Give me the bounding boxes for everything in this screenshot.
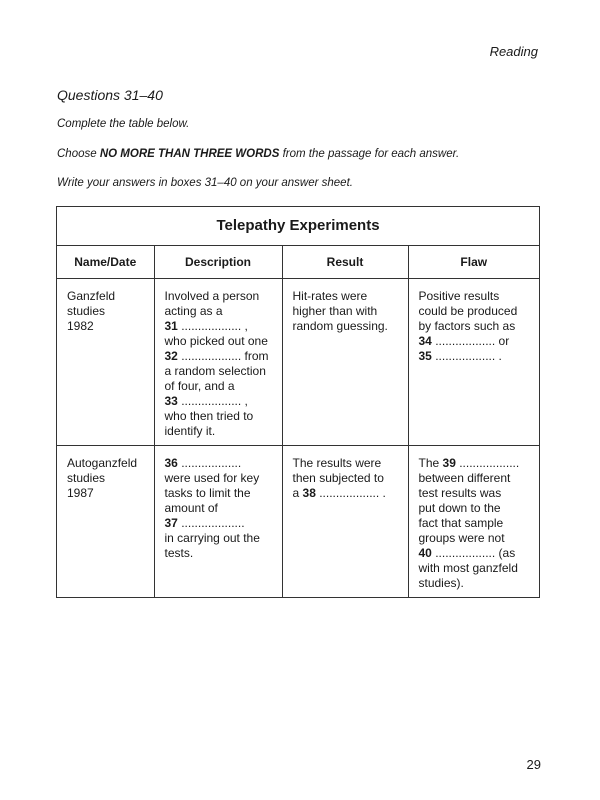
cell-flaw	[408, 446, 539, 598]
cell-line: of four, and a	[164, 379, 235, 393]
cell-line: between different	[418, 471, 511, 485]
question-number-40: 40	[418, 546, 432, 560]
answer-gap-36	[165, 456, 274, 471]
answer-gap-34	[419, 334, 532, 349]
answer-gap-33	[165, 394, 274, 409]
question-number-36: 36	[164, 456, 178, 470]
question-number-35: 35	[418, 349, 432, 363]
question-number-32: 32	[164, 349, 178, 363]
table-grid	[57, 246, 539, 597]
gap-dots: .................. ,	[177, 394, 248, 408]
cell-line: Involved a person	[164, 289, 260, 303]
instruction-word-limit-emphasis: NO MORE THAN THREE WORDS	[99, 148, 280, 160]
cell-line: tests.	[164, 546, 194, 560]
answer-gap-32	[165, 349, 274, 364]
cell-line: studies).	[418, 576, 464, 590]
gap-dots: .................. .	[431, 349, 502, 363]
instruction-answer-sheet: Write your answers in boxes 31–40 on your answer sheet.	[57, 177, 353, 189]
gap-dots: .................. .	[315, 486, 386, 500]
instruction-word-limit	[57, 148, 459, 160]
cell-line: 1987	[67, 486, 94, 500]
gap-dots: ..................	[177, 456, 242, 470]
answer-gap-39	[419, 456, 532, 471]
question-number-33: 33	[164, 394, 178, 408]
gap-dots: .................. from	[177, 349, 269, 363]
cell-line: with most ganzfeld	[418, 561, 518, 575]
cell-line: then subjected to	[292, 471, 384, 485]
cell-line: acting as a	[164, 304, 223, 318]
answer-gap-37	[165, 516, 274, 531]
gap-dots: .................. (as	[431, 546, 516, 560]
cell-line: amount of	[164, 501, 218, 515]
question-number-39: 39	[442, 456, 456, 470]
answer-gap-35	[419, 349, 532, 364]
cell-line: Hit-rates were	[292, 289, 368, 303]
question-number-31: 31	[164, 319, 178, 333]
cell-line: fact that sample	[418, 516, 504, 530]
cell-line: groups were not	[418, 531, 505, 545]
cell-flaw	[408, 279, 539, 446]
cell-line: by factors such as	[418, 319, 516, 333]
cell-line: in carrying out the	[164, 531, 260, 545]
cell-line: higher than with	[292, 304, 378, 318]
cell-line: put down to the	[418, 501, 501, 515]
page-number: 29	[526, 757, 541, 772]
cell-line: who then tried to	[164, 409, 254, 423]
cell-line: Autoganzfeld	[67, 456, 138, 470]
instruction-word-limit-pre: Choose	[57, 148, 100, 160]
cell-line: random guessing.	[292, 319, 388, 333]
gap-dots: ..................	[455, 456, 520, 470]
instruction-word-limit-post: from the passage for each answer.	[279, 148, 460, 160]
cell-description	[154, 279, 282, 446]
column-header-result: Result	[282, 246, 408, 279]
gap-dots: ...................	[177, 516, 245, 530]
column-header-flaw: Flaw	[408, 246, 539, 279]
instruction-complete-table: Complete the table below.	[57, 118, 190, 130]
cell-description	[154, 446, 282, 598]
question-number-34: 34	[418, 334, 432, 348]
cell-line: could be produced	[418, 304, 518, 318]
answer-gap-31	[165, 319, 274, 334]
gap-dots: .................. ,	[177, 319, 248, 333]
answer-gap-40	[419, 546, 532, 561]
cell-name-date	[57, 279, 154, 446]
cell-line: identify it.	[164, 424, 216, 438]
section-header: Reading	[489, 44, 538, 59]
column-header-name-date: Name/Date	[57, 246, 154, 279]
cell-line: were used for key	[164, 471, 260, 485]
gap-dots: .................. or	[431, 334, 510, 348]
cell-line: who picked out one	[164, 334, 268, 348]
cell-line: The results were	[292, 456, 382, 470]
table-row-ganzfeld	[57, 279, 539, 446]
answer-gap-38	[293, 486, 400, 501]
cell-line: test results was	[418, 486, 502, 500]
table-title: Telepathy Experiments	[57, 207, 539, 246]
question-number-38: 38	[302, 486, 316, 500]
cell-line: studies	[67, 471, 106, 485]
cell-result	[282, 446, 408, 598]
gap-prefix: a	[292, 486, 303, 500]
cell-line: a random selection	[164, 364, 266, 378]
questions-heading: Questions 31–40	[57, 87, 163, 103]
cell-line: Positive results	[418, 289, 500, 303]
question-number-37: 37	[164, 516, 178, 530]
column-header-description: Description	[154, 246, 282, 279]
table-row-autoganzfeld	[57, 446, 539, 598]
telepathy-table	[56, 206, 540, 598]
cell-line: tasks to limit the	[164, 486, 251, 500]
cell-line: studies	[67, 304, 106, 318]
cell-line: Ganzfeld	[67, 289, 116, 303]
cell-result	[282, 279, 408, 446]
gap-prefix: The	[418, 456, 443, 470]
cell-line: 1982	[67, 319, 94, 333]
cell-name-date	[57, 446, 154, 598]
table-header-row	[57, 246, 539, 279]
